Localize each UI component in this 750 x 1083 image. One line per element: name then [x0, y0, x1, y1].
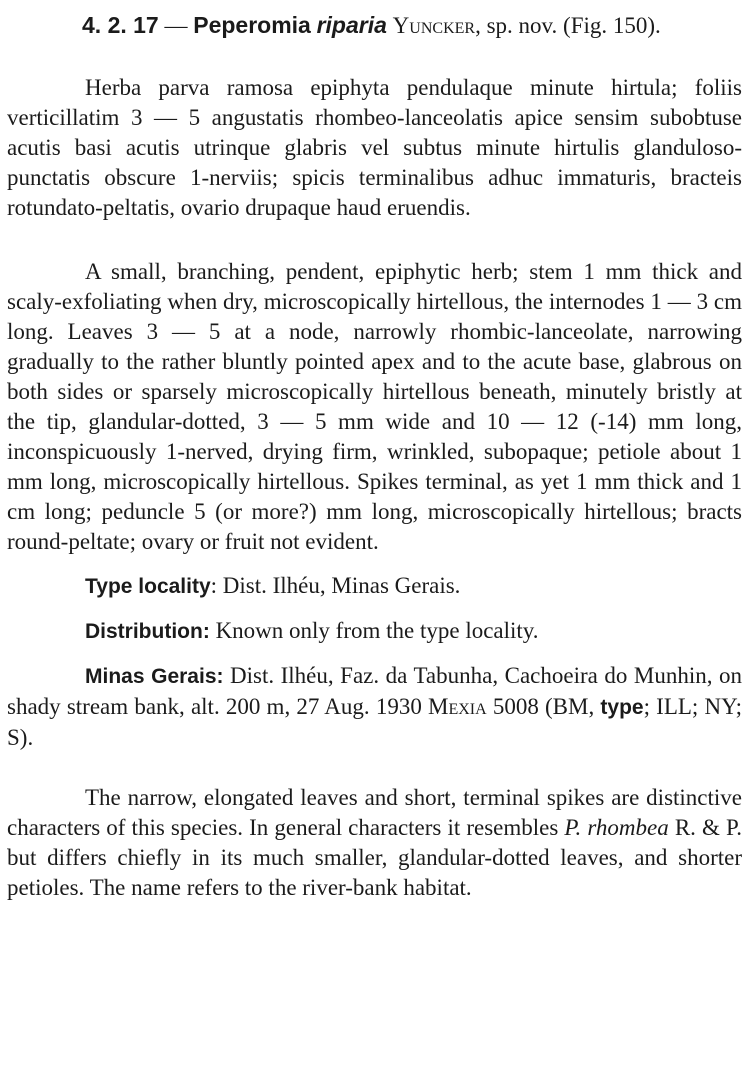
figure-reference: (Fig. 150). [563, 13, 661, 38]
taxon-status: sp. nov. [486, 13, 558, 38]
collector-name: Mexia [428, 694, 487, 719]
notes-text-part2: R. & P. but differs chiefly in its much smaller, glandular-dotted leaves, and shorter petioles. The name refers to the river-bank habitat. [7, 815, 742, 900]
compared-species: P. rhombea [564, 815, 669, 840]
latin-description: Herba parva ramosa epiphyta pendulaque minute hirtula; foliis verticillatim 3 — 5 angustatis rhombeo-lanceolatis apice sensim subobtuse acutis basi acutis utrinque glabris vel subtus minute hirtulis glanduloso-punctatis obscure 1-nerviis; spicis terminalibus adhuc immaturis, bracteis rotundato-peltatis, ovario drupaque haud eruendis. [7, 75, 742, 220]
species-number: 4. 2. 17 [82, 12, 159, 38]
heading-dash: — [164, 13, 188, 38]
distribution-text: Known only from the type locality. [209, 618, 539, 643]
species-epithet: riparia [316, 12, 387, 38]
genus-name: Peperomia [193, 12, 311, 38]
distribution [7, 616, 742, 647]
author-name: Yuncker, [392, 13, 481, 38]
type-locality-label: Type locality [85, 575, 211, 598]
specimen-locality-text: Dist. Ilhéu, Faz. da Tabunha, Cachoeira do Munhin, on shady stream bank, alt. 200 m, 27 Aug. 1930 [7, 663, 742, 719]
type-locality [7, 571, 742, 602]
type-designation: type [600, 696, 644, 719]
specimen-region-label: Minas Gerais: [85, 665, 224, 688]
distribution-label: Distribution: [85, 620, 210, 643]
type-locality-text: : Dist. Ilhéu, Minas Gerais. [210, 573, 461, 598]
discussion-notes [7, 783, 742, 903]
notes-text-part1: The narrow, elongated leaves and short, terminal spikes are distinctive characters of this species. In general characters it resembles [7, 785, 742, 840]
specimen-citation [7, 661, 742, 753]
collection-number: 5008 (BM, [486, 694, 601, 719]
species-heading [7, 10, 742, 41]
english-description: A small, branching, pendent, epiphytic herb; stem 1 mm thick and scaly-exfoliating when dry, microscopically hirtellous, the internodes 1 — 3 cm long. Leaves 3 — 5 at a node, narrowly rhombic-lanceolate, narrowing gradually to the rather bluntly pointed apex and to the acute base, glabrous on both sides or sparsely microscopically hirtellous beneath, minutely bristly at the tip, glandular-dotted, 3 — 5 mm wide and 10 — 12 (-14) mm long, inconspicuously 1-nerved, drying firm, wrinkled, subopaque; petiole about 1 mm long, microscopically hirtellous. Spikes terminal, as yet 1 mm thick and 1 cm long; peduncle 5 (or more?) mm long, microscopically hirtellous; bracts round-peltate; ovary or fruit not evident. [7, 259, 742, 554]
herbaria-list: ; ILL; NY; S). [7, 694, 742, 750]
